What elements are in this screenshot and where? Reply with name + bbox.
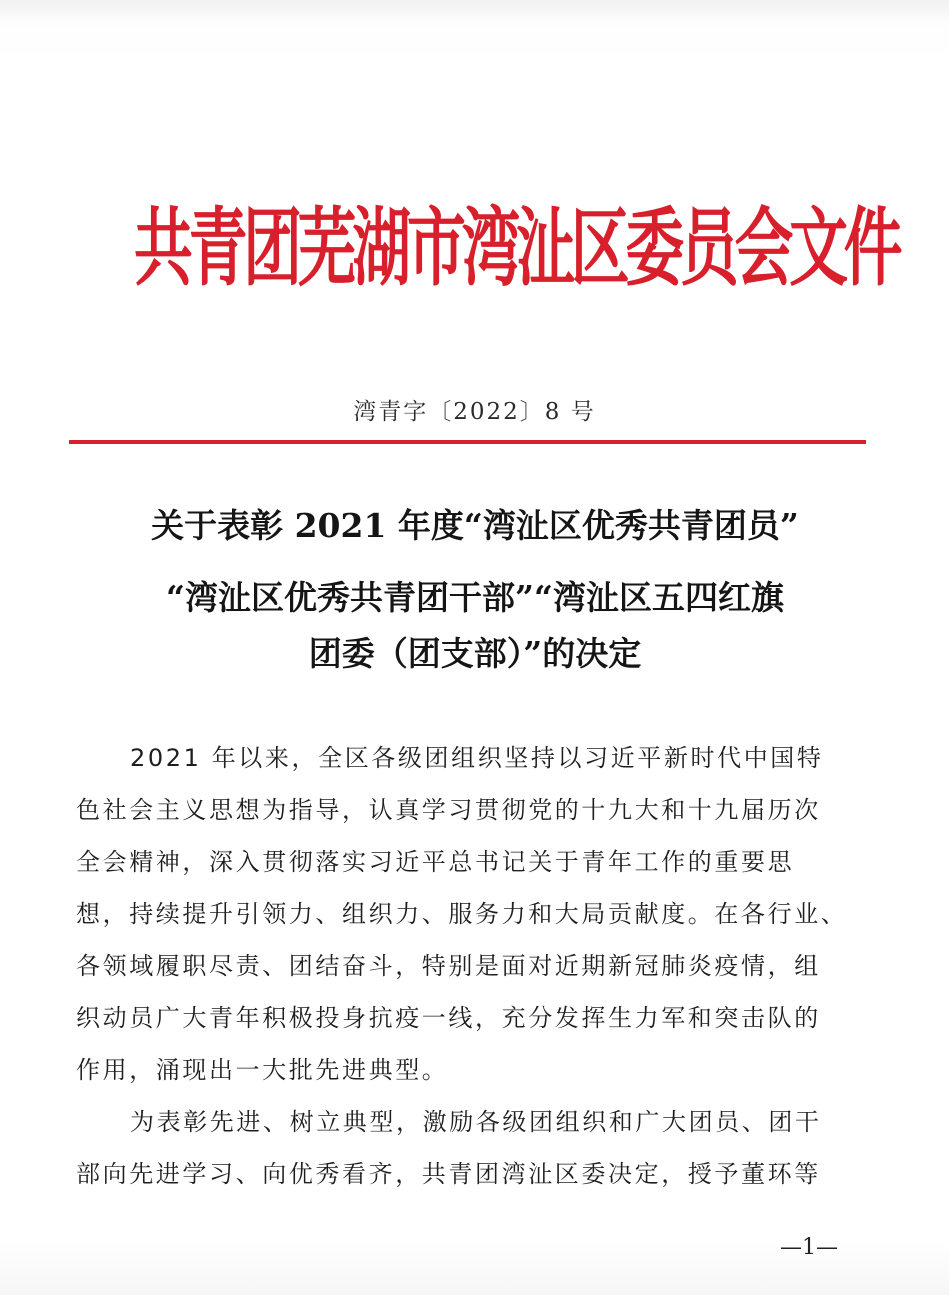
body-paragraph-1-line-4: 想，持续提升引领力、组织力、服务力和大局贡献度。在各行业、 (76, 900, 848, 928)
body-paragraph-1-line-5: 各领域履职尽责、团结奋斗，特别是面对近期新冠肺炎疫情，组 (76, 952, 821, 980)
body-paragraph-1-line-7: 作用，涌现出一大批先进典型。 (76, 1056, 449, 1084)
page-number: —1— (780, 1235, 838, 1260)
document-title-line-3: 团委（团支部）”的决定 (308, 634, 642, 673)
body-paragraph-1-line-2: 色社会主义思想为指导，认真学习贯彻党的十九大和十九届历次 (76, 796, 821, 824)
body-paragraph-2-line-2: 部向先进学习、向优秀看齐，共青团湾沚区委决定，授予董环等 (76, 1160, 821, 1188)
body-paragraph-2-line-1: 为表彰先进、树立典型，激励各级团组织和广大团员、团干 (130, 1108, 822, 1136)
body-paragraph-1-line-3: 全会精神，深入贯彻落实习近平总书记关于青年工作的重要思 (76, 848, 795, 876)
masthead-title: 共青团芜湖市湾沚区委员会文件 (134, 197, 899, 299)
document-title-line-1: 关于表彰 2021 年度“湾沚区优秀共青团员” (151, 506, 799, 545)
red-divider-line (69, 440, 866, 444)
document-number: 湾青字〔2022〕8 号 (353, 399, 596, 425)
document-title-line-2: “湾沚区优秀共青团干部”“湾沚区五四红旗 (166, 578, 784, 617)
body-paragraph-1-line-1: 2021 年以来，全区各级团组织坚持以习近平新时代中国特 (130, 744, 824, 772)
body-paragraph-1-line-6: 织动员广大青年积极投身抗疫一线，充分发挥生力军和突击队的 (76, 1004, 821, 1032)
